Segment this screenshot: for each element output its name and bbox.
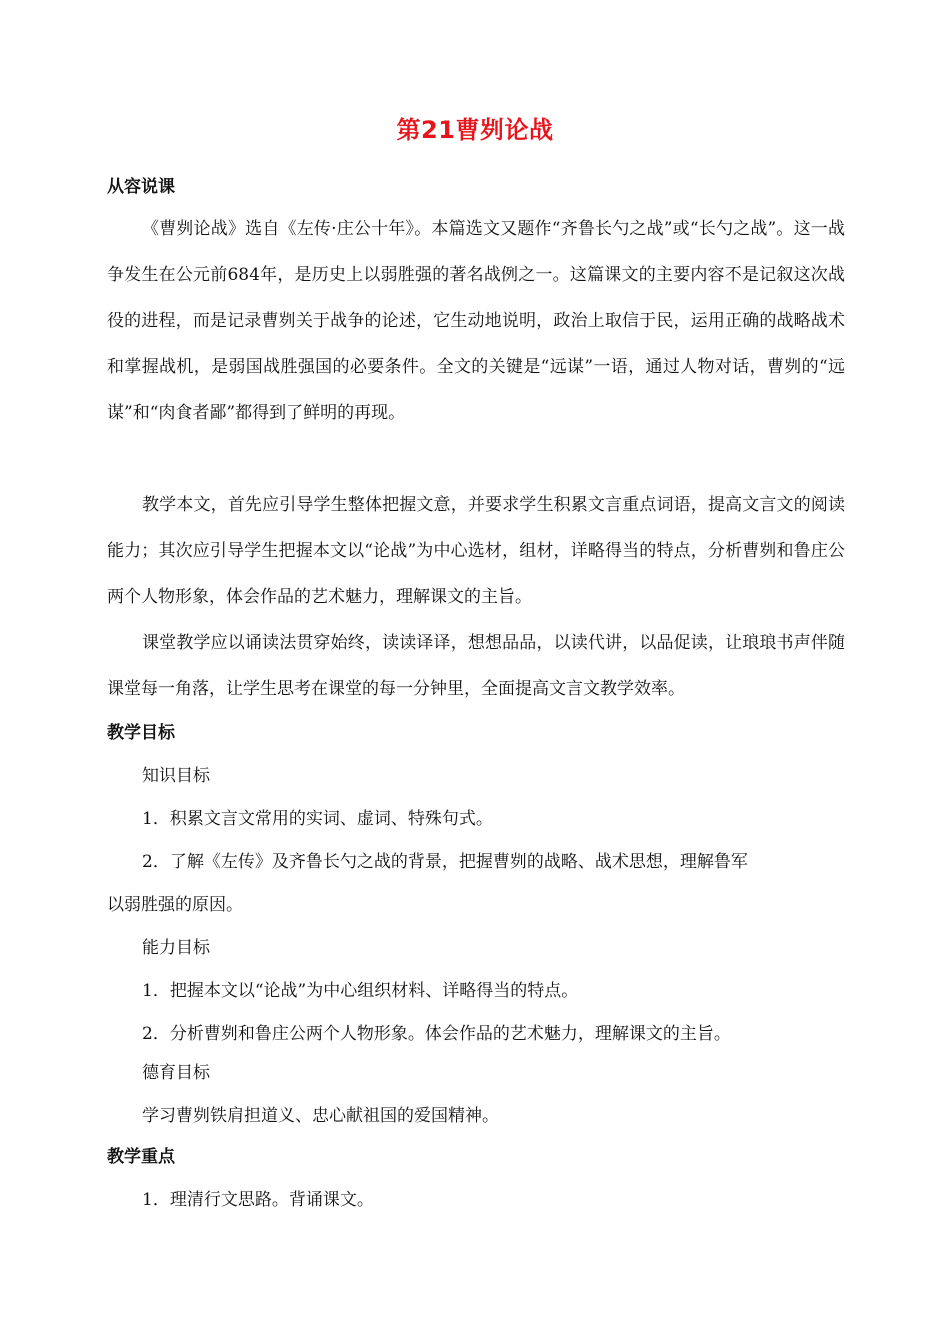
intro-paragraph-2: 教学本文，首先应引导学生整体把握文意，并要求学生积累文言重点词语，提高文言文的阅读能力；其次应引导学生把握本文以“论战”为中心选材，组材，详略得当的特点，分析曹刿和鲁庄公两个人物形象，体会作品的艺术魅力，理解课文的主旨。	[107, 495, 845, 607]
intro-paragraph-3: 课堂教学应以诵读法贯穿始终，读读译译，想想品品，以读代讲，以品促读，让琅琅书声伴随课堂每一角落，让学生思考在课堂的每一分钟里，全面提高文言文教学效率。	[107, 633, 845, 699]
ability-goal-1: 1．把握本文以“论战”为中心组织材料、详略得当的特点。	[142, 981, 579, 1001]
knowledge-goal-2-continued: 以弱胜强的原因。	[107, 895, 243, 915]
page-title: 第21曹刿论战	[396, 116, 554, 144]
focus-item-1: 1．理清行文思路。背诵课文。	[142, 1190, 374, 1210]
section-heading-goals: 教学目标	[107, 723, 175, 743]
intro-paragraph-1: 《曹刿论战》选自《左传·庄公十年》。本篇选文又题作“齐鲁长勺之战”或“长勺之战”。这一战争发生在公元前684年，是历史上以弱胜强的著名战例之一。这篇课文的主要内容不是记叙这次战役的进程，而是记录曹刿关于战争的论述，它生动地说明，政治上取信于民，运用正确的战略战术和掌握战机，是弱国战胜强国的必要条件。全文的关键是“远谋”一语，通过人物对话，曹刿的“远谋”和“肉食者鄙”都得到了鲜明的再现。	[107, 219, 845, 423]
moral-goal-1: 学习曹刿铁肩担道义、忠心献祖国的爱国精神。	[142, 1106, 499, 1126]
section-heading-intro: 从容说课	[107, 177, 175, 197]
knowledge-goal-label: 知识目标	[142, 766, 210, 786]
ability-goal-label: 能力目标	[142, 938, 210, 958]
knowledge-goal-2: 2．了解《左传》及齐鲁长勺之战的背景，把握曹刿的战略、战术思想，理解鲁军	[142, 852, 748, 872]
section-heading-focus: 教学重点	[107, 1147, 175, 1167]
ability-goal-2: 2．分析曹刿和鲁庄公两个人物形象。体会作品的艺术魅力，理解课文的主旨。	[142, 1024, 731, 1044]
moral-goal-label: 德育目标	[142, 1063, 210, 1083]
knowledge-goal-1: 1．积累文言文常用的实词、虚词、特殊句式。	[142, 809, 493, 829]
